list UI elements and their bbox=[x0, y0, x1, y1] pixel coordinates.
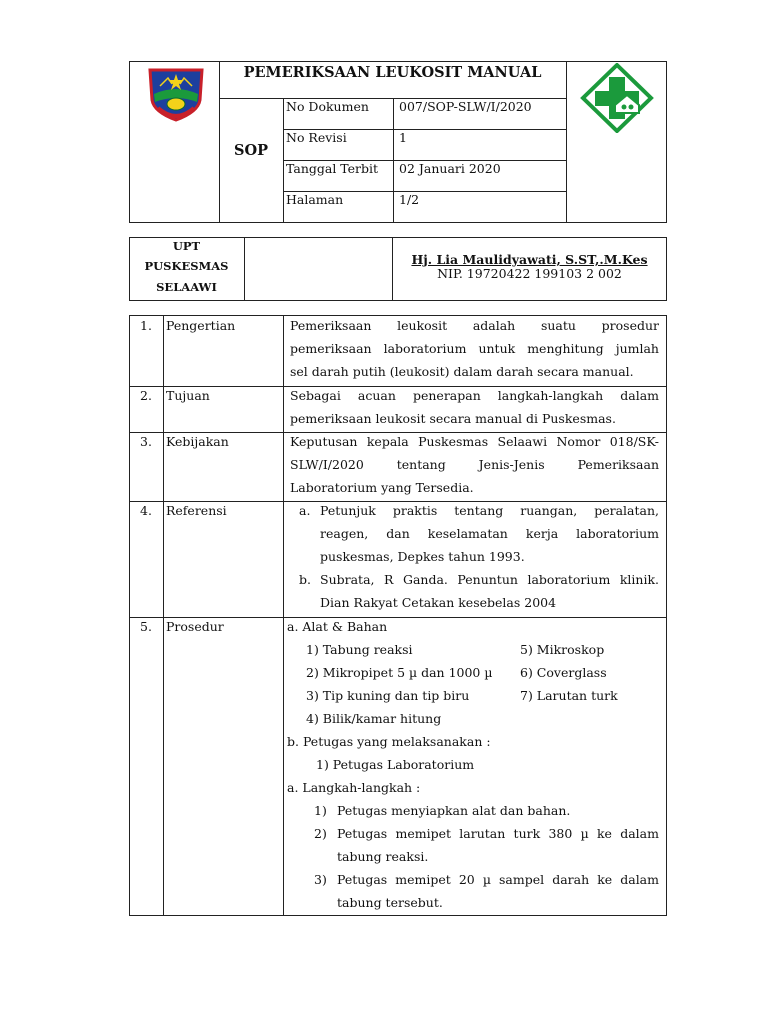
table-divider bbox=[129, 617, 667, 618]
text-line: Dian Rakyat Cetakan kesebelas 2004 bbox=[320, 595, 557, 610]
table-divider bbox=[163, 315, 164, 916]
text-line: puskesmas, Depkes tahun 1993. bbox=[320, 549, 525, 564]
section-heading-staff: b. Petugas yang melaksanakan : bbox=[287, 734, 491, 749]
field-value-tanggal-terbit: 02 Januari 2020 bbox=[399, 161, 501, 176]
row-title-pengertian: Pengertian bbox=[166, 318, 236, 333]
step-text bbox=[337, 822, 659, 868]
field-label-no-dokumen: No Dokumen bbox=[286, 99, 369, 114]
text-line: Laboratorium yang Tersedia. bbox=[290, 480, 474, 495]
signature-divider bbox=[244, 237, 245, 301]
row-title-kebijakan: Kebijakan bbox=[166, 434, 229, 449]
document-title: PEMERIKSAAN LEUKOSIT MANUAL bbox=[243, 64, 542, 81]
row-number: 3. bbox=[140, 434, 152, 449]
text-line: Pemeriksaan leukosit adalah suatu prosedur bbox=[290, 318, 659, 333]
reference-b bbox=[320, 568, 659, 614]
reference-a bbox=[320, 499, 659, 568]
row-text-tujuan bbox=[290, 384, 659, 430]
step-text: Petugas menyiapkan alat dan bahan. bbox=[337, 803, 571, 818]
list-item: 5) Mikroskop bbox=[520, 642, 605, 657]
regency-emblem-icon bbox=[144, 64, 208, 124]
row-text-pengertian bbox=[290, 314, 659, 383]
text-line: Petugas memipet 20 µ sampel darah ke dalam bbox=[337, 872, 659, 887]
list-marker: b. bbox=[299, 572, 311, 587]
step-number: 1) bbox=[314, 803, 327, 818]
text-line: Sebagai acuan penerapan langkah-langkah dalam bbox=[290, 388, 659, 403]
signatory-name: Hj. Lia Maulidyawati, S.ST,.M.Kes bbox=[411, 252, 648, 267]
row-text-kebijakan bbox=[290, 430, 659, 499]
field-value-no-revisi: 1 bbox=[399, 130, 407, 145]
list-item: 6) Coverglass bbox=[520, 665, 607, 680]
sop-label: SOP bbox=[233, 142, 268, 159]
row-title-prosedur: Prosedur bbox=[166, 619, 224, 634]
text-line: Keputusan kepala Puskesmas Selaawi Nomor 018/SK- bbox=[290, 434, 659, 449]
signatory-nip: NIP. 19720422 199103 2 002 bbox=[437, 266, 622, 281]
row-title-referensi: Referensi bbox=[166, 503, 227, 518]
list-item: 4) Bilik/kamar hitung bbox=[306, 711, 442, 726]
org-line-selaawi: SELAAWI bbox=[156, 280, 217, 294]
org-line-puskesmas: PUSKESMAS bbox=[144, 259, 229, 273]
header-divider bbox=[219, 61, 220, 223]
field-label-halaman: Halaman bbox=[286, 192, 344, 207]
text-line: Subrata, R Ganda. Penuntun laboratorium klinik. bbox=[320, 572, 659, 587]
field-label-no-revisi: No Revisi bbox=[286, 130, 347, 145]
list-item: 3) Tip kuning dan tip biru bbox=[306, 688, 470, 703]
puskesmas-cross-icon bbox=[579, 63, 655, 133]
org-line-upt: UPT bbox=[172, 239, 201, 253]
text-line: tabung reaksi. bbox=[337, 849, 429, 864]
text-line: reagen, dan keselamatan kerja laboratorium bbox=[320, 526, 659, 541]
section-heading-steps: a. Langkah-langkah : bbox=[287, 780, 421, 795]
step-number: 3) bbox=[314, 872, 327, 887]
field-value-halaman: 1/2 bbox=[399, 192, 420, 207]
list-item: 1) Petugas Laboratorium bbox=[316, 757, 475, 772]
row-title-tujuan: Tujuan bbox=[166, 388, 210, 403]
text-line: Petugas memipet larutan turk 380 µ ke dalam bbox=[337, 826, 659, 841]
text-line: pemeriksaan leukosit secara manual di Puskesmas. bbox=[290, 411, 616, 426]
step-number: 2) bbox=[314, 826, 327, 841]
text-line: sel darah putih (leukosit) dalam darah secara manual. bbox=[290, 364, 634, 379]
text-line: Petunjuk praktis tentang ruangan, peralatan, bbox=[320, 503, 659, 518]
table-divider bbox=[283, 315, 284, 916]
section-heading-tools: a. Alat & Bahan bbox=[287, 619, 388, 634]
row-number: 1. bbox=[140, 318, 152, 333]
text-line: pemeriksaan laboratorium untuk menghitung jumlah bbox=[290, 341, 659, 356]
field-label-tanggal-terbit: Tanggal Terbit bbox=[286, 161, 379, 176]
text-line: SLW/I/2020 tentang Jenis-Jenis Pemeriksaan bbox=[290, 457, 659, 472]
list-item: 2) Mikropipet 5 µ dan 1000 µ bbox=[306, 665, 493, 680]
row-number: 5. bbox=[140, 619, 152, 634]
list-item: 7) Larutan turk bbox=[520, 688, 618, 703]
list-item: 1) Tabung reaksi bbox=[306, 642, 413, 657]
step-text bbox=[337, 868, 659, 914]
header-divider bbox=[566, 61, 567, 223]
text-line: tabung tersebut. bbox=[337, 895, 443, 910]
row-number: 4. bbox=[140, 503, 152, 518]
list-marker: a. bbox=[299, 503, 311, 518]
row-number: 2. bbox=[140, 388, 152, 403]
field-value-no-dokumen: 007/SOP-SLW/I/2020 bbox=[399, 99, 532, 114]
